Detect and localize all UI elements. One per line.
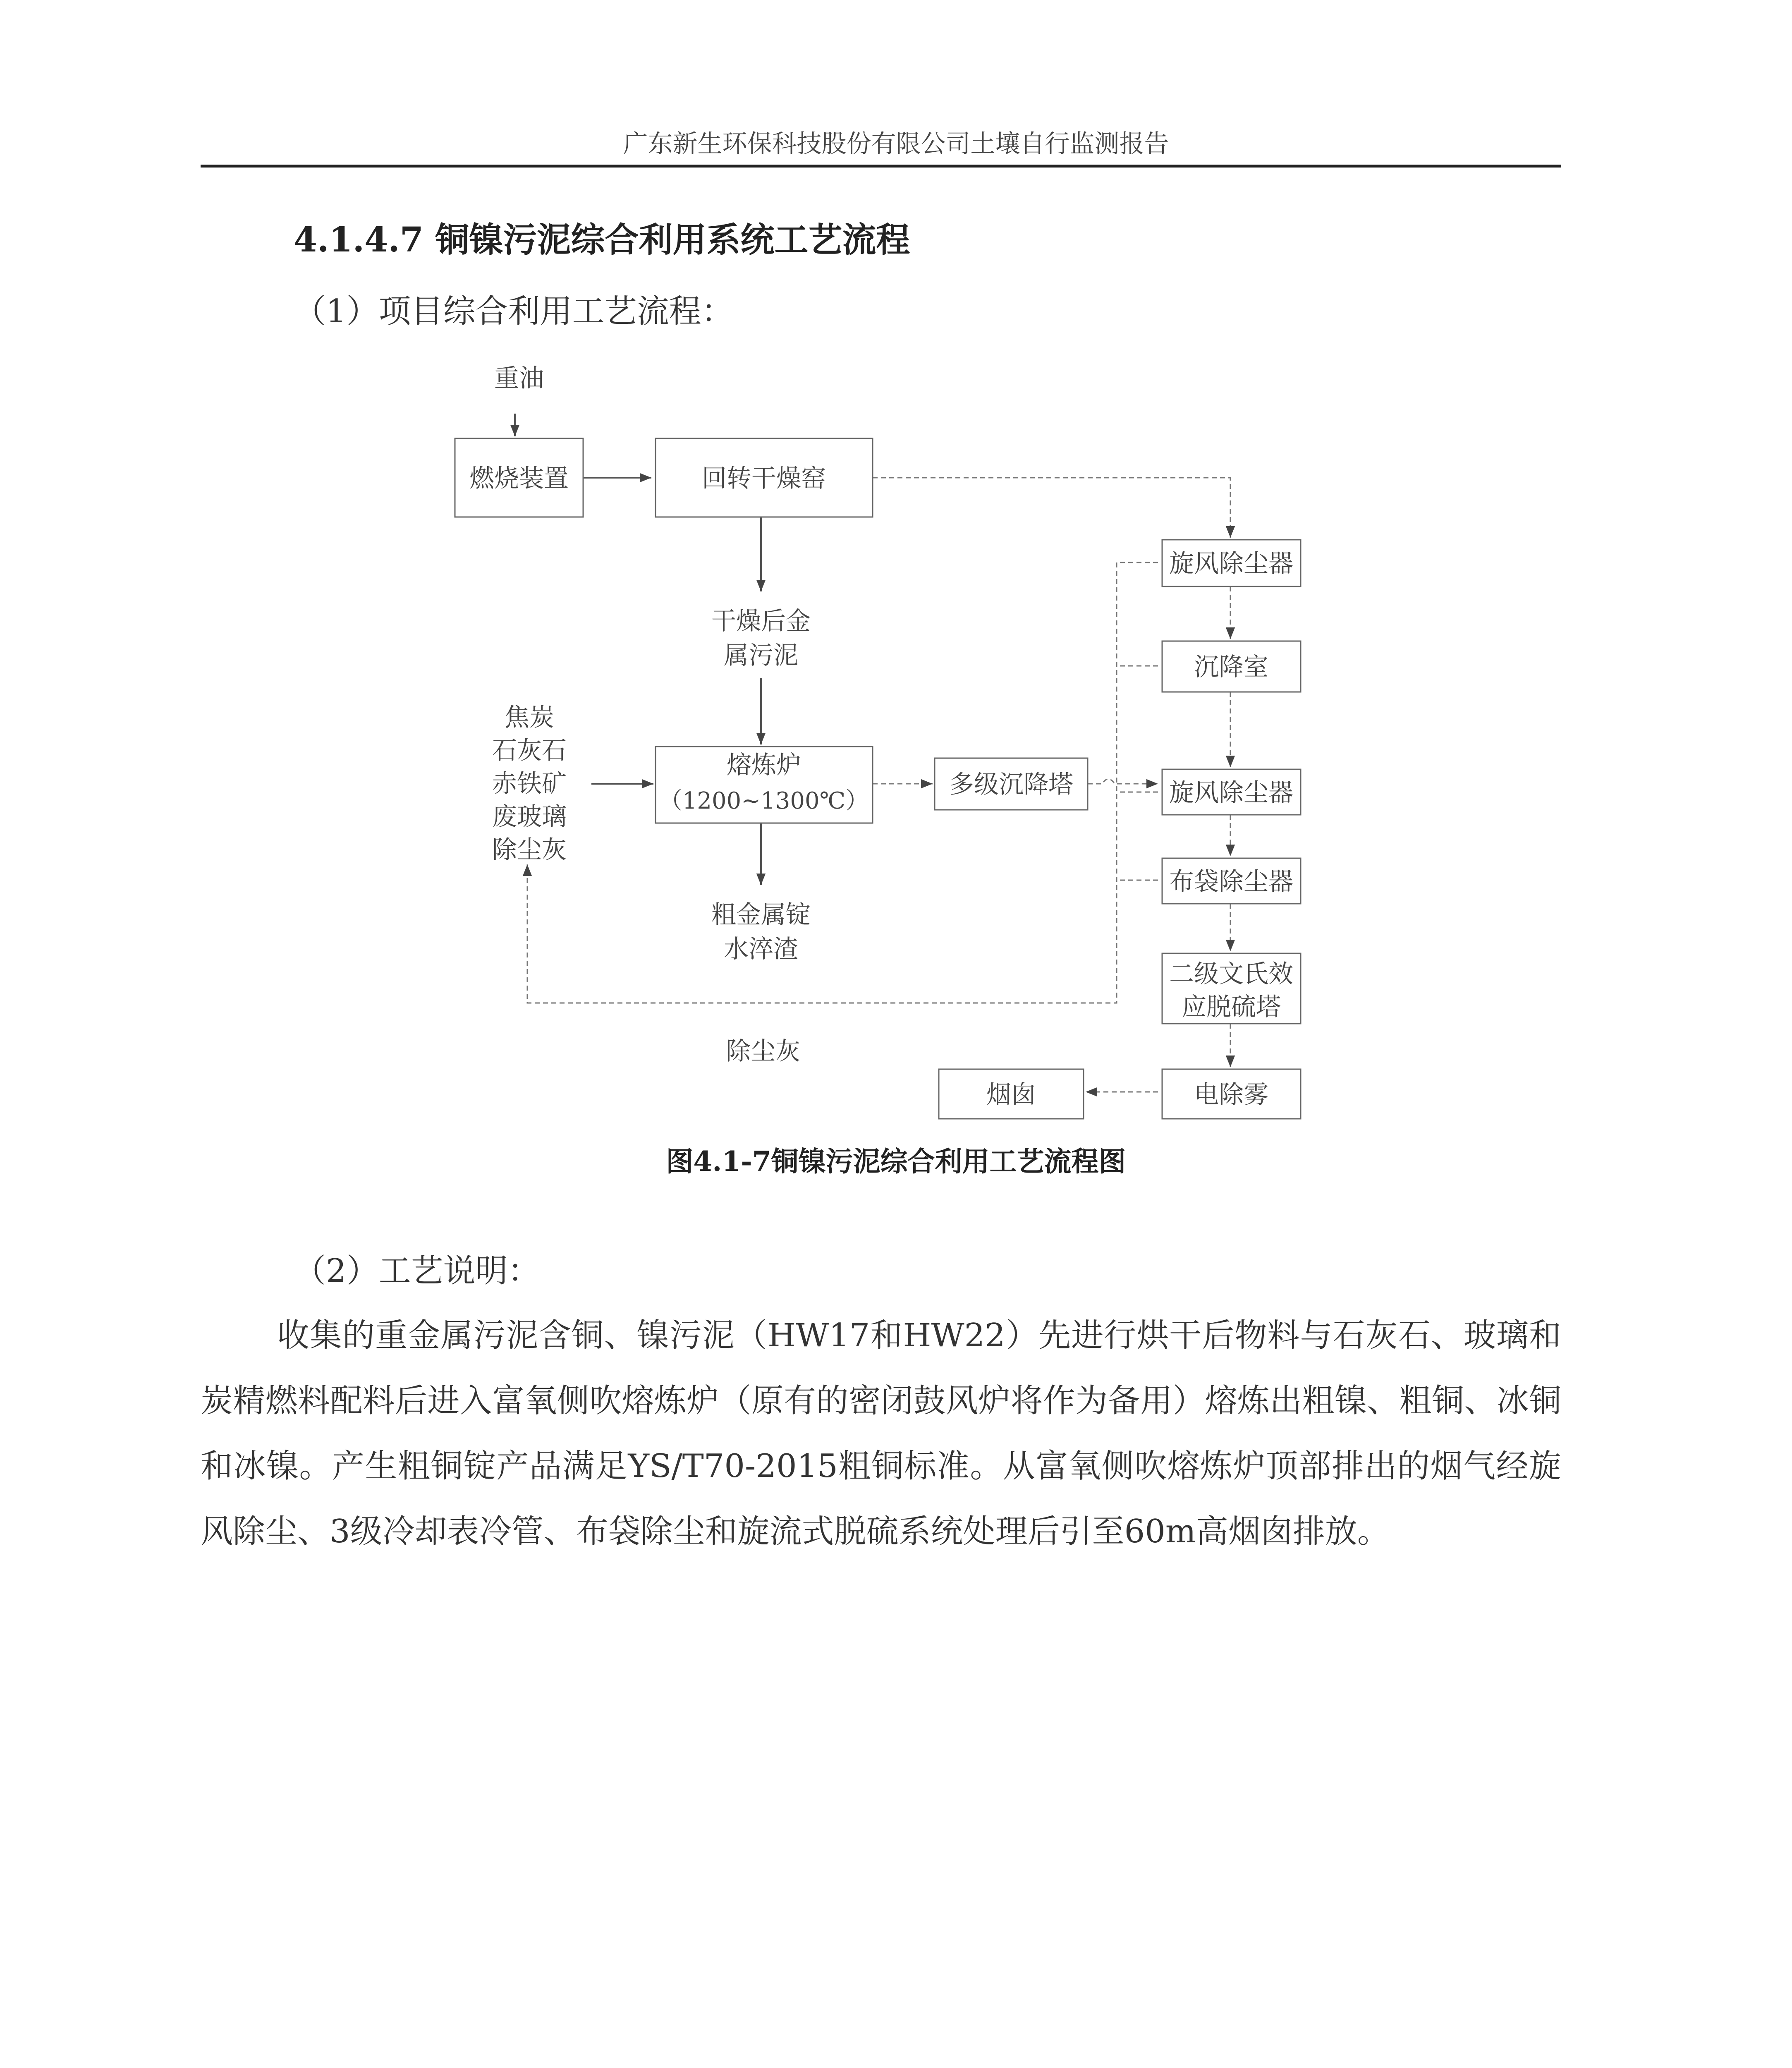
label-dried-sludge-1: 干燥后金	[711, 607, 811, 636]
label-scrubber-1: 二级文氏效	[1169, 960, 1293, 989]
label-furnace: 熔炼炉	[727, 751, 801, 780]
label-heavy-oil: 重油	[494, 364, 544, 393]
label-settling-tower: 多级沉降塔	[949, 770, 1073, 799]
subheading-process-flow: （1）项目综合利用工艺流程：	[294, 293, 734, 330]
label-chimney: 烟囱	[986, 1080, 1036, 1109]
subheading-process-description: （2）工艺说明：	[294, 1252, 540, 1290]
label-burner: 燃烧装置	[469, 464, 569, 493]
label-rotary-dryer: 回转干燥窑	[702, 464, 826, 493]
label-cyclone-2: 旋风除尘器	[1169, 778, 1293, 807]
label-material-hematite: 赤铁矿	[492, 769, 567, 798]
label-scrubber-2: 应脱硫塔	[1182, 993, 1281, 1022]
figure-caption: 图4.1-7铜镍污泥综合利用工艺流程图	[666, 1145, 1126, 1178]
label-material-coke: 焦炭	[505, 703, 554, 732]
label-dust-return: 除尘灰	[726, 1037, 800, 1066]
dashed-dryer-to-cyclone	[873, 478, 1230, 538]
label-settling-chamber: 沉降室	[1194, 653, 1268, 682]
dashed-tower-to-cyclone2	[1088, 779, 1158, 784]
process-description-paragraph: 收集的重金属污泥含铜、镍污泥（HW17和HW22）先进行烘干后物料与石灰石、玻璃和炭精燃料配料后进入富氧侧吹熔炼炉（原有的密闭鼓风炉将作为备用）熔炼出粗镍、粗铜、冰铜和冰镍。产生粗铜锭产品满足YS/T70-2015粗铜标准。从富氧侧吹熔炼炉顶部排出的烟气经旋风除尘、3级冷却表冷管、布袋除尘和旋流式脱硫系统处理后引至60m高烟囱排放。	[201, 1317, 1561, 1550]
label-crude-ingot: 粗金属锭	[711, 900, 811, 929]
label-esp: 电除雾	[1194, 1080, 1268, 1109]
label-material-dust: 除尘灰	[492, 835, 567, 864]
label-material-limestone: 石灰石	[492, 736, 567, 765]
label-dried-sludge-2: 属污泥	[724, 641, 798, 670]
page-header-title: 广东新生环保科技股份有限公司土壤自行监测报告	[623, 129, 1169, 158]
label-cyclone-1: 旋风除尘器	[1169, 549, 1293, 578]
section-heading: 4.1.4.7 铜镍污泥综合利用系统工艺流程	[294, 220, 910, 260]
label-quenched-slag: 水淬渣	[724, 935, 798, 964]
label-bag-filter: 布袋除尘器	[1169, 867, 1293, 896]
label-furnace-temp: （1200~1300℃）	[659, 787, 869, 814]
label-material-glass: 废玻璃	[492, 802, 567, 831]
